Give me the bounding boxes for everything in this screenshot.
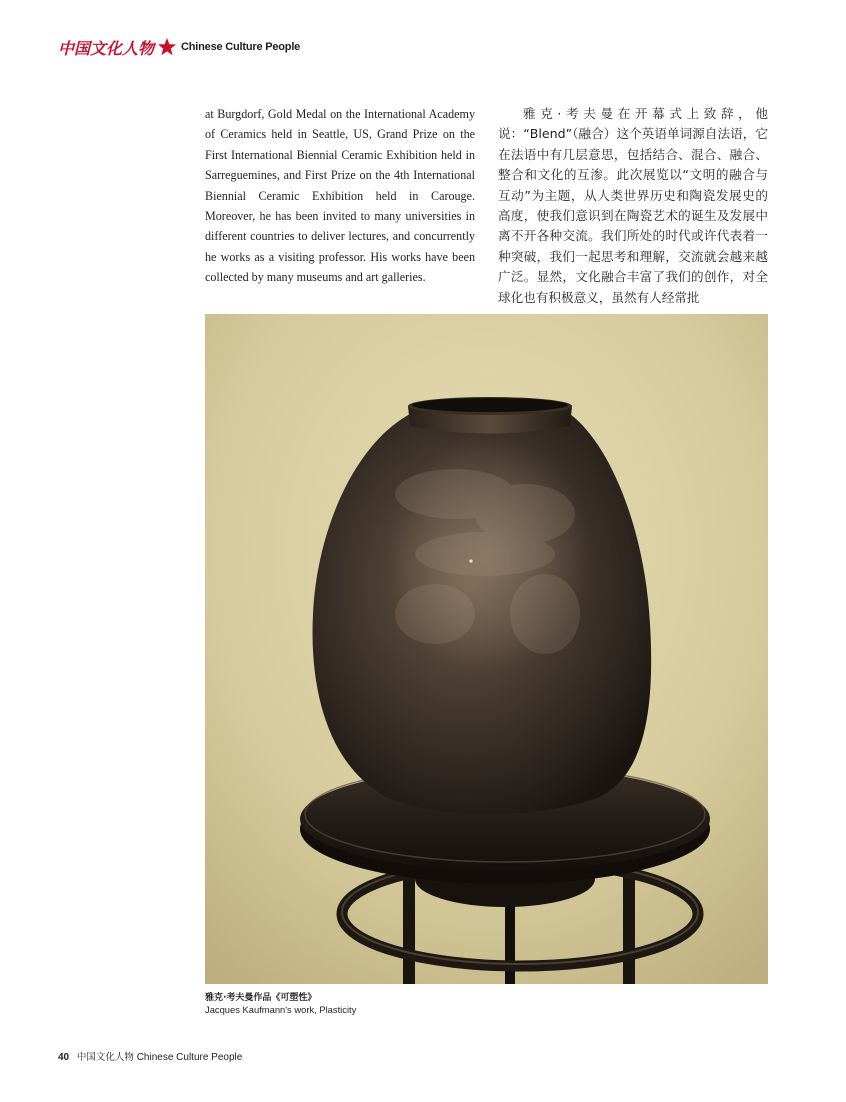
footer-publication-en: Chinese Culture People xyxy=(136,1052,243,1063)
english-paragraph: at Burgdorf, Gold Medal on the International Academy of Ceramics held in Seattle, US, Grand Prize on the First International Biennial Ceramic Exhibition held in Sarreguemines, and First Prize on the 4th International Biennial Ceramic Exhibition held in Carouge. Moreover, he has been invited to many universities in different countries to deliver lectures, and concurrently he works as a visiting professor. His works have been collected by many museums and art galleries. xyxy=(205,107,475,285)
chinese-paragraph: 雅克·考夫曼在开幕式上致辞，他说：“Blend”（融合）这个英语单词源自法语，它在法语中有几层意思，包括结合、混合、融合、整合和文化的互渗。此次展览以“文明的融合与互动”为主题，从人类世界历史和陶瓷发展史的高度，使我们意识到在陶瓷艺术的诞生及发展中离不开各种交流。我们所处的时代或许代表着一种突破，我们一起思考和理解，交流就会越来越广泛。显然，文化融合丰富了我们的创作，对全球化也有积极意义，虽然有人经常批 xyxy=(498,106,768,305)
caption-cn: 雅克·考夫曼作品《可塑性》 xyxy=(205,993,317,1003)
masthead-title-en: Chinese Culture People xyxy=(181,41,301,53)
chinese-text-column xyxy=(498,104,768,308)
photo-caption xyxy=(205,992,356,1016)
english-text-column xyxy=(205,104,475,288)
caption-en: Jacques Kaufmann's work, Plasticity xyxy=(205,1004,357,1015)
page-number: 40 xyxy=(58,1052,70,1063)
star-icon xyxy=(157,37,177,57)
footer-publication-cn: 中国文化人物 xyxy=(76,1052,134,1063)
masthead xyxy=(58,36,300,58)
artwork-photo xyxy=(205,314,768,984)
ceramic-vase-illustration xyxy=(205,314,768,984)
page-footer xyxy=(58,1049,242,1063)
masthead-title-cn: 中国文化人物 xyxy=(58,38,155,58)
